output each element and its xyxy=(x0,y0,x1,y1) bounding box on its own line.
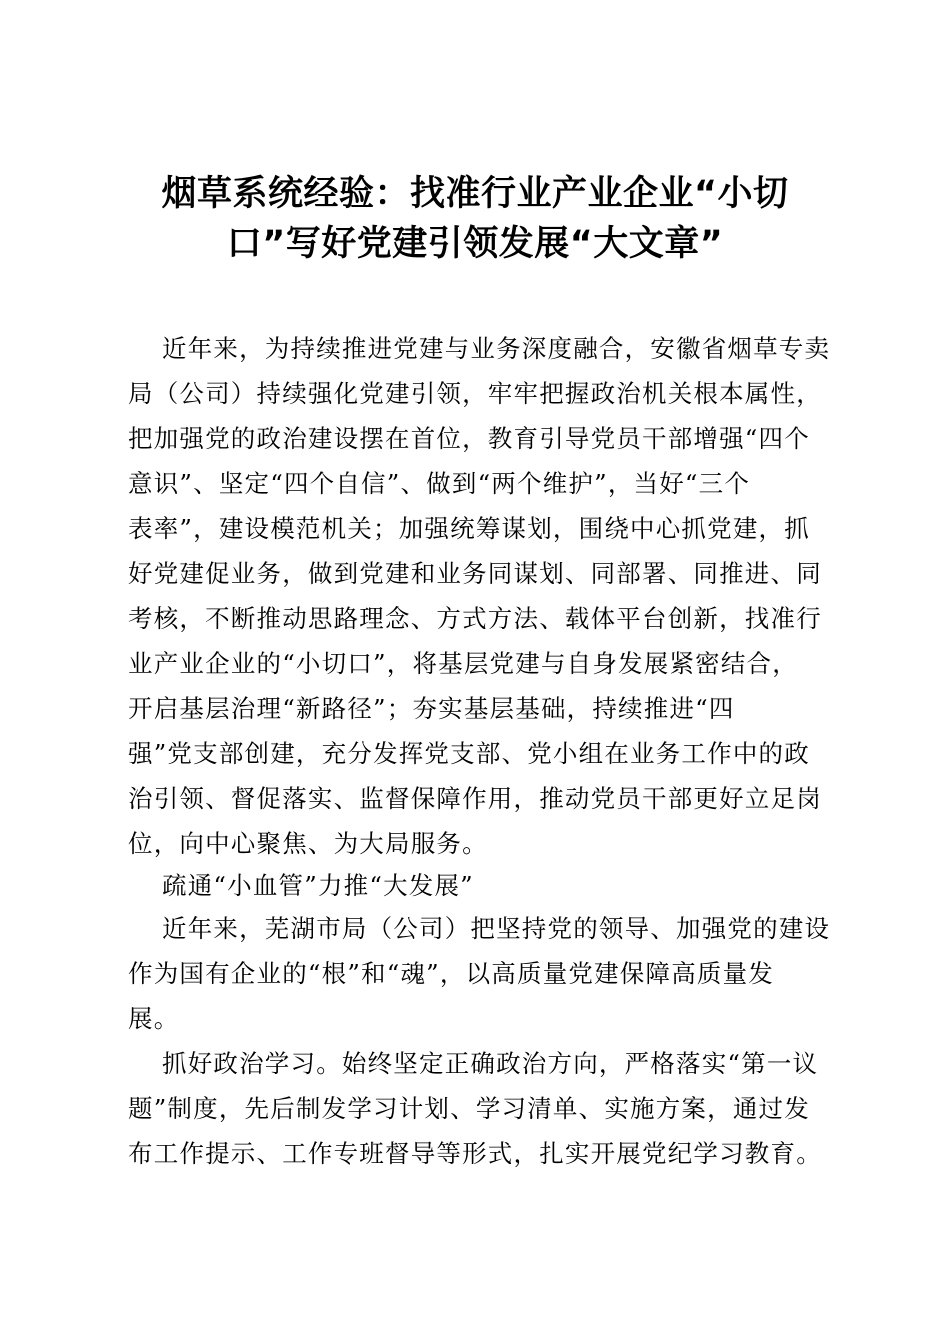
paragraph-1-line-9: 开启基层治理“新路径”；夯实基层基础，持续推进“四 xyxy=(128,694,735,723)
paragraph-1-line-2: 局（公司）持续强化党建引领，牢牢把握政治机关根本属性， xyxy=(128,379,822,408)
paragraph-4-line-1: 抓好政治学习。始终坚定正确政治方向，严格落实“第一议 xyxy=(162,1049,819,1078)
paragraph-1-line-3: 把加强党的政治建设摆在首位，教育引导党员干部增强“四个 xyxy=(128,424,810,453)
paragraph-4-line-3: 布工作提示、工作专班督导等形式，扎实开展党纪学习教育。 xyxy=(128,1139,822,1168)
paragraph-1-line-11: 治引领、督促落实、监督保障作用，推动党员干部更好立足岗 xyxy=(128,784,822,813)
document-title-line-1: 烟草系统经验：找准行业产业企业“小切 xyxy=(161,174,789,214)
document-title-line-2: 口”写好党建引领发展“大文章” xyxy=(226,224,724,264)
paragraph-3-line-3: 展。 xyxy=(128,1004,180,1033)
paragraph-1-line-7: 考核，不断推动思路理念、方式方法、载体平台创新，找准行 xyxy=(128,604,822,633)
paragraph-4-line-2: 题”制度，先后制发学习计划、学习清单、实施方案，通过发 xyxy=(128,1094,810,1123)
paragraph-1-line-1: 近年来，为持续推进党建与业务深度融合，安徽省烟草专卖 xyxy=(162,334,831,363)
section-subheading: 疏通“小血管”力推“大发展” xyxy=(162,871,474,900)
paragraph-1-line-6: 好党建促业务，做到党建和业务同谋划、同部署、同推进、同 xyxy=(128,559,822,588)
paragraph-1-line-10: 强”党支部创建，充分发挥党支部、党小组在业务工作中的政 xyxy=(128,739,810,768)
paragraph-1-line-12: 位，向中心聚焦、为大局服务。 xyxy=(128,829,488,858)
paragraph-1-line-8: 业产业企业的“小切口”，将基层党建与自身发展紧密结合， xyxy=(128,649,798,678)
paragraph-3-line-2: 作为国有企业的“根”和“魂”，以高质量党建保障高质量发 xyxy=(128,959,774,988)
paragraph-3-line-1: 近年来，芜湖市局（公司）把坚持党的领导、加强党的建设 xyxy=(162,914,831,943)
paragraph-1-line-4: 意识”、坚定“四个自信”、做到“两个维护”，当好“三个 xyxy=(128,469,751,498)
paragraph-1-line-5: 表率”，建设模范机关；加强统筹谋划，围绕中心抓党建，抓 xyxy=(128,514,810,543)
